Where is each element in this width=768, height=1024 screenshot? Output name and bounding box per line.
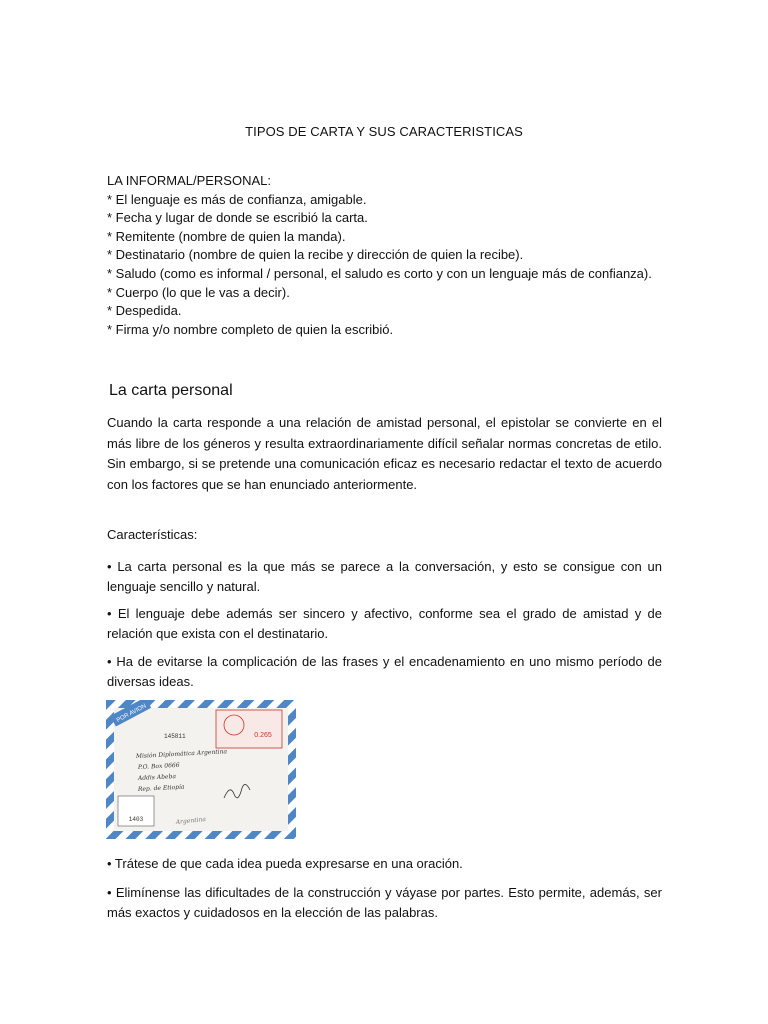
page-title: TIPOS DE CARTA Y SUS CARACTERISTICAS	[245, 124, 523, 139]
section-paragraph: Cuando la carta responde a una relación de amistad personal, el epistolar se convierte en el más libre de los géneros y resulta extraordinariamente difícil señalar normas concretas de etilo. Sin embargo, si se pretende una comunicación eficaz es necesario redactar el texto de acuerdo con los factores que se han enunciado anteriormente.	[107, 415, 662, 492]
postage-meter	[216, 710, 282, 748]
informal-heading: LA INFORMAL/PERSONAL:	[107, 173, 271, 188]
caracteristicas-label: Características:	[107, 527, 198, 542]
bullet-item: • Elimínense las dificultades de la construcción y váyase por partes. Esto permite, además, ser más exactos y cuidadosos en la elección de las palabras.	[107, 885, 662, 920]
list-item: * Firma y/o nombre completo de quien la escribió.	[107, 321, 394, 337]
address-line: Addis Abeba	[137, 773, 177, 782]
section-heading: La carta personal	[109, 382, 233, 399]
envelope-number: 145811	[164, 733, 186, 740]
country-note: Argentina	[175, 815, 207, 826]
envelope-image	[106, 700, 296, 839]
bullet-item: • Ha de evitarse la complicación de las frases y el encadenamiento en uno mismo período de diversas ideas.	[107, 654, 662, 689]
informal-list	[107, 191, 652, 340]
bullet-item: • Trátese de que cada idea pueda expresarse en una oración.	[107, 856, 463, 871]
stamp-number: 1403	[128, 816, 144, 823]
list-item: * Saludo (como es informal / personal, el saludo es corto y con un lenguaje más de confianza).	[107, 265, 652, 281]
airmail-text: POR AVION	[115, 703, 148, 724]
list-item: * Fecha y lugar de donde se escribió la carta.	[107, 210, 368, 226]
bullet-item: • El lenguaje debe además ser sincero y afectivo, conforme sea el grado de amistad y de relación que exista con el destinatario.	[107, 606, 662, 641]
informal-section	[107, 172, 652, 339]
address-line: Misión Diplomática Argentina	[135, 748, 228, 760]
list-item: * Despedida.	[107, 303, 182, 319]
list-item: * El lenguaje es más de confianza, amigable.	[107, 191, 367, 207]
list-item: * Cuerpo (lo que le vas a decir).	[107, 284, 290, 300]
address-line: Rep. de Etiopía	[137, 783, 185, 793]
list-item: * Destinatario (nombre de quien la recibe y dirección de quien la recibe).	[107, 247, 524, 263]
list-item: * Remitente (nombre de quien la manda).	[107, 228, 346, 244]
bullet-item: • La carta personal es la que más se parece a la conversación, y esto se consigue con un lenguaje sencillo y natural.	[107, 559, 662, 594]
address-line: P.O. Box 0666	[137, 761, 180, 771]
postage-value: 0.265	[254, 732, 272, 739]
